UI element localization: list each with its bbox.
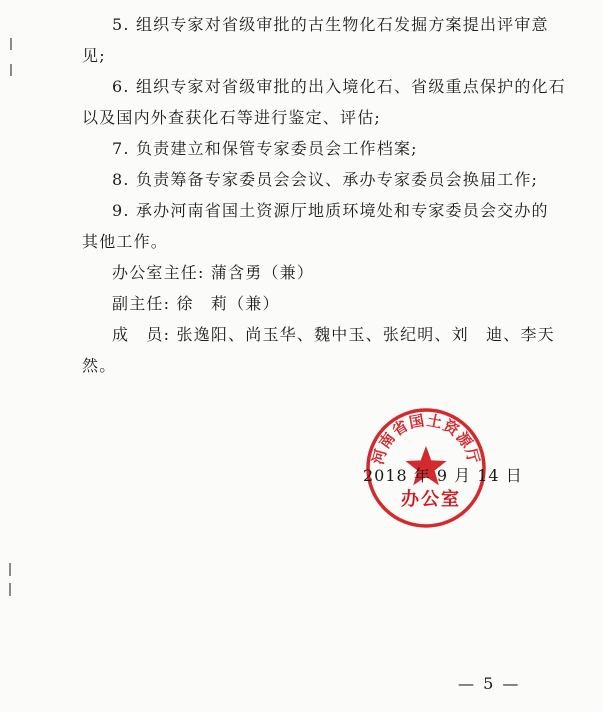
seal-label: 办公室 [401, 489, 461, 510]
binding-mark [10, 38, 12, 50]
binding-mark [9, 583, 11, 596]
issue-date: 2018 年 9 月 14 日 [363, 466, 523, 485]
item-9-line-1: 9. 承办河南省国土资源厅地质环境处和专家委员会交办的 [112, 201, 549, 220]
item-6-line-1: 6. 组织专家对省级审批的出入境化石、省级重点保护的化石 [112, 77, 566, 96]
item-7-line-1: 7. 负责建立和保管专家委员会工作档案; [112, 139, 418, 158]
seal-arc-text: 河南省国土资源厅 [368, 411, 484, 467]
item-5-line-2: 见; [82, 46, 106, 65]
item-5-line-1: 5. 组织专家对省级审批的古生物化石发掘方案提出评审意 [112, 15, 549, 34]
deputy-director: 副主任: 徐 莉（兼） [112, 294, 280, 313]
item-9-line-2: 其他工作。 [82, 232, 169, 251]
item-6-line-2: 以及国内外查获化石等进行鉴定、评估; [82, 108, 381, 127]
members-line-2: 然。 [82, 356, 117, 375]
office-director: 办公室主任: 蒲含勇（兼） [112, 263, 315, 282]
page-number: — 5 — [458, 674, 521, 693]
item-8-line-1: 8. 负责筹备专家委员会会议、承办专家委员会换届工作; [112, 170, 539, 189]
binding-mark [10, 64, 12, 76]
binding-mark [9, 563, 11, 576]
members-line-1: 成 员: 张逸阳、尚玉华、魏中玉、张纪明、刘 迪、李天 [112, 325, 555, 344]
